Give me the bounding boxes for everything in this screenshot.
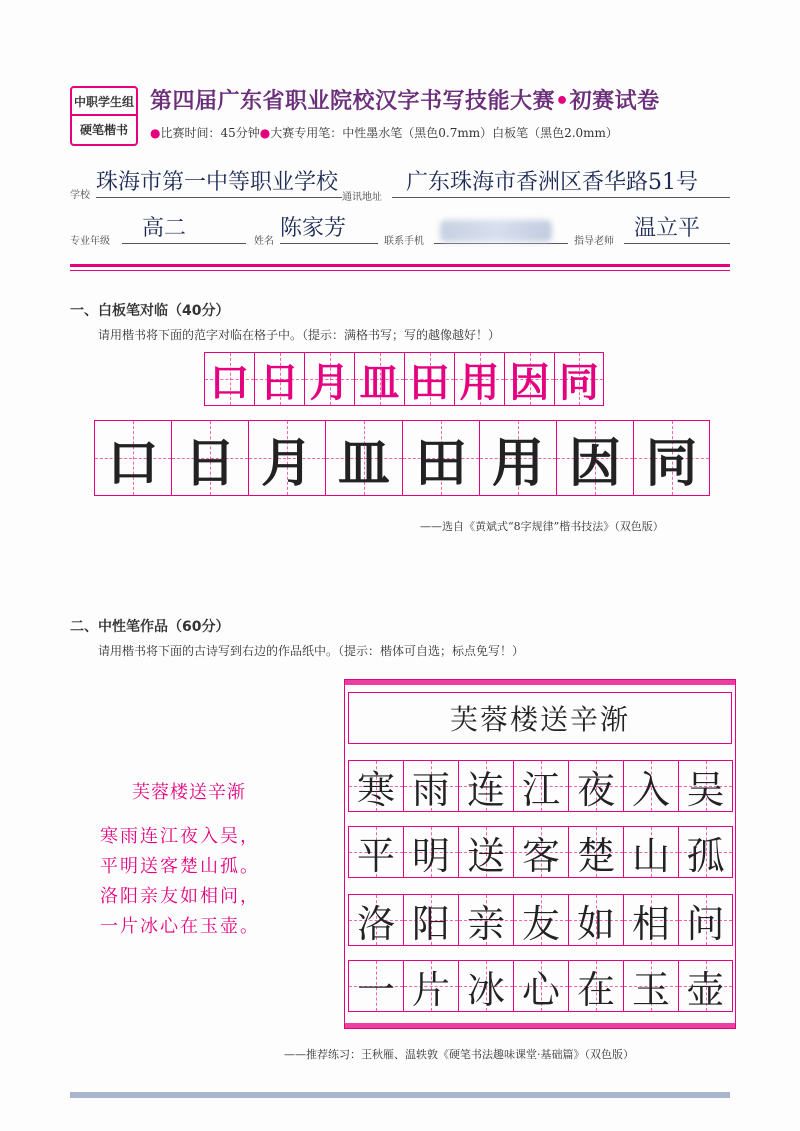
work-char: 友 (521, 901, 560, 946)
work-row[interactable] (348, 960, 733, 1012)
practice-char: 口 (106, 432, 159, 494)
poem-line: 平明送客楚山孤。 (100, 856, 260, 877)
work-char: 入 (631, 767, 670, 812)
work-char: 雨 (411, 767, 450, 812)
practice-char-cell[interactable] (94, 420, 171, 496)
work-row[interactable] (348, 826, 733, 878)
header-divider-thin (70, 270, 730, 271)
poem-line: 寒雨连江夜入吴， (100, 826, 260, 847)
badge-group: 中职学生组 (72, 88, 136, 116)
work-char: 寒 (356, 767, 395, 812)
bullet-icon: ● (150, 126, 161, 140)
work-char-cell[interactable] (568, 894, 623, 946)
name-label: 姓名 (254, 236, 274, 247)
work-char-cell[interactable] (403, 826, 458, 878)
title-main: 第四届广东省职业院校汉字书写技能大赛 (150, 89, 556, 114)
work-char: 平 (356, 833, 395, 878)
work-char-cell[interactable] (348, 760, 403, 812)
model-char-cell (404, 352, 454, 406)
section2-source: ——推荐练习：王秋雁、温轶敦《硬笔书法趣味课堂·基础篇》（双色版） (284, 1048, 634, 1061)
work-char-cell[interactable] (348, 826, 403, 878)
work-paper-top-band (344, 679, 736, 685)
work-char: 冰 (466, 967, 505, 1012)
work-char-cell[interactable] (568, 760, 623, 812)
work-char: 江 (521, 767, 560, 812)
model-char-cell (454, 352, 504, 406)
work-char: 连 (466, 767, 505, 812)
school-label: 学校 (70, 190, 90, 201)
work-char: 亲 (466, 901, 505, 946)
practice-char-cell[interactable] (325, 420, 402, 496)
work-char-cell[interactable] (458, 894, 513, 946)
model-char-cell (204, 352, 254, 406)
teacher-field[interactable]: 温立平 (624, 216, 730, 244)
section1-note: 请用楷书将下面的范字对临在格子中。（提示：满格书写；写的越像越好！） (98, 328, 501, 342)
section2-heading: 二、中性笔作品（60分） (70, 619, 230, 635)
work-char-cell[interactable] (678, 826, 733, 878)
work-char: 片 (411, 967, 450, 1012)
practice-char-cell[interactable] (633, 420, 710, 496)
work-char-cell[interactable] (623, 894, 678, 946)
work-char: 心 (521, 967, 560, 1012)
work-row[interactable] (348, 894, 733, 946)
work-char: 客 (521, 833, 560, 878)
work-char-cell[interactable] (458, 826, 513, 878)
work-char-cell[interactable] (513, 894, 568, 946)
footer-band (70, 1092, 730, 1098)
model-char: 用 (459, 358, 500, 406)
work-char: 楚 (576, 833, 615, 878)
phone-label: 联系手机 (384, 236, 424, 247)
work-char: 问 (686, 901, 725, 946)
model-char: 皿 (359, 358, 400, 406)
model-char: 月 (309, 358, 350, 406)
practice-char-grid[interactable] (94, 420, 710, 496)
work-char: 送 (466, 833, 505, 878)
work-char: 山 (631, 833, 670, 878)
work-char-cell[interactable] (623, 760, 678, 812)
work-char-cell[interactable] (458, 960, 513, 1012)
work-char-cell[interactable] (678, 960, 733, 1012)
model-char: 同 (559, 358, 599, 406)
section1-heading: 一、白板笔对临（40分） (70, 303, 230, 319)
phone-redaction (440, 220, 552, 242)
grade-label: 专业年级 (70, 236, 110, 247)
exam-pens: 大赛专用笔：中性墨水笔（黑色0.7mm）白板笔（黑色2.0mm） (270, 126, 618, 140)
work-row[interactable] (348, 760, 733, 812)
teacher-label: 指导老师 (574, 236, 614, 247)
work-char: 明 (411, 833, 450, 878)
model-char: 日 (259, 358, 300, 406)
practice-char: 用 (491, 432, 544, 494)
work-char: 吴 (686, 767, 725, 812)
model-char-cell (354, 352, 404, 406)
title-tail: 初赛试卷 (569, 89, 660, 114)
work-char-cell[interactable] (348, 960, 403, 1012)
practice-char: 田 (414, 432, 467, 494)
model-char-grid (204, 352, 604, 406)
work-char-cell[interactable] (403, 760, 458, 812)
group-badge (70, 86, 138, 146)
practice-char: 月 (260, 432, 313, 494)
work-char-cell[interactable] (678, 894, 733, 946)
model-char: 因 (509, 358, 550, 406)
badge-category: 硬笔楷书 (79, 123, 128, 137)
work-char: 阳 (411, 901, 450, 946)
work-char: 洛 (356, 901, 395, 946)
practice-char: 同 (645, 432, 698, 494)
section2-note: 请用楷书将下面的古诗写到右边的作品纸中。（提示：楷体可自选；标点免写！） (98, 644, 525, 658)
work-char-cell[interactable] (513, 826, 568, 878)
practice-char-cell[interactable] (248, 420, 325, 496)
work-char-cell[interactable] (513, 960, 568, 1012)
practice-char: 皿 (337, 432, 390, 494)
work-char-cell[interactable] (678, 760, 733, 812)
work-char: 孤 (686, 833, 725, 878)
header-divider (70, 264, 730, 267)
work-char-cell[interactable] (403, 894, 458, 946)
work-paper-bottom-band (344, 1023, 736, 1029)
address-label: 通讯地址 (342, 192, 382, 203)
title-dot-icon: • (555, 89, 570, 114)
practice-char: 因 (568, 432, 621, 494)
work-char-cell[interactable] (458, 760, 513, 812)
practice-char-cell[interactable] (402, 420, 479, 496)
exam-time: 比赛时间：45分钟 (160, 126, 260, 140)
work-char-cell[interactable] (568, 826, 623, 878)
model-char-cell (254, 352, 304, 406)
work-char-cell[interactable] (623, 960, 678, 1012)
exam-info (150, 124, 618, 141)
grade-field[interactable]: 高二 (122, 216, 246, 244)
work-char: 壶 (686, 967, 725, 1012)
model-char-cell (504, 352, 554, 406)
practice-char-cell[interactable] (479, 420, 556, 496)
page-title (150, 84, 660, 115)
work-char: 一 (356, 967, 395, 1012)
work-char-cell[interactable] (348, 894, 403, 946)
school-field[interactable]: 珠海市第一中等职业学校 (96, 170, 342, 198)
work-title-box[interactable]: 芙蓉楼送辛渐 (348, 692, 732, 744)
practice-char: 日 (183, 432, 236, 494)
poem-line: 一片冰心在玉壶。 (100, 916, 260, 937)
poem-line: 洛阳亲友如相问， (100, 886, 260, 907)
model-char: 田 (409, 358, 450, 406)
work-char-cell[interactable] (403, 960, 458, 1012)
practice-char-cell[interactable] (556, 420, 633, 496)
work-char: 在 (576, 967, 615, 1012)
address-field[interactable]: 广东珠海市香洲区香华路51号 (392, 170, 730, 198)
practice-char-cell[interactable] (171, 420, 248, 496)
bullet-icon: ● (259, 126, 271, 140)
work-char-cell[interactable] (623, 826, 678, 878)
work-char: 相 (631, 901, 670, 946)
model-char-cell (304, 352, 354, 406)
work-char-cell[interactable] (513, 760, 568, 812)
name-field[interactable]: 陈家芳 (280, 216, 378, 244)
poem-title: 芙蓉楼送辛渐 (132, 782, 246, 803)
model-char-cell (554, 352, 604, 406)
work-char-cell[interactable] (568, 960, 623, 1012)
work-char: 玉 (631, 967, 670, 1012)
work-char: 夜 (576, 767, 615, 812)
section1-source: ——选自《黄斌式“8字规律”楷书技法》（双色版） (420, 520, 664, 533)
model-char: 口 (209, 358, 250, 406)
work-char: 如 (576, 901, 615, 946)
